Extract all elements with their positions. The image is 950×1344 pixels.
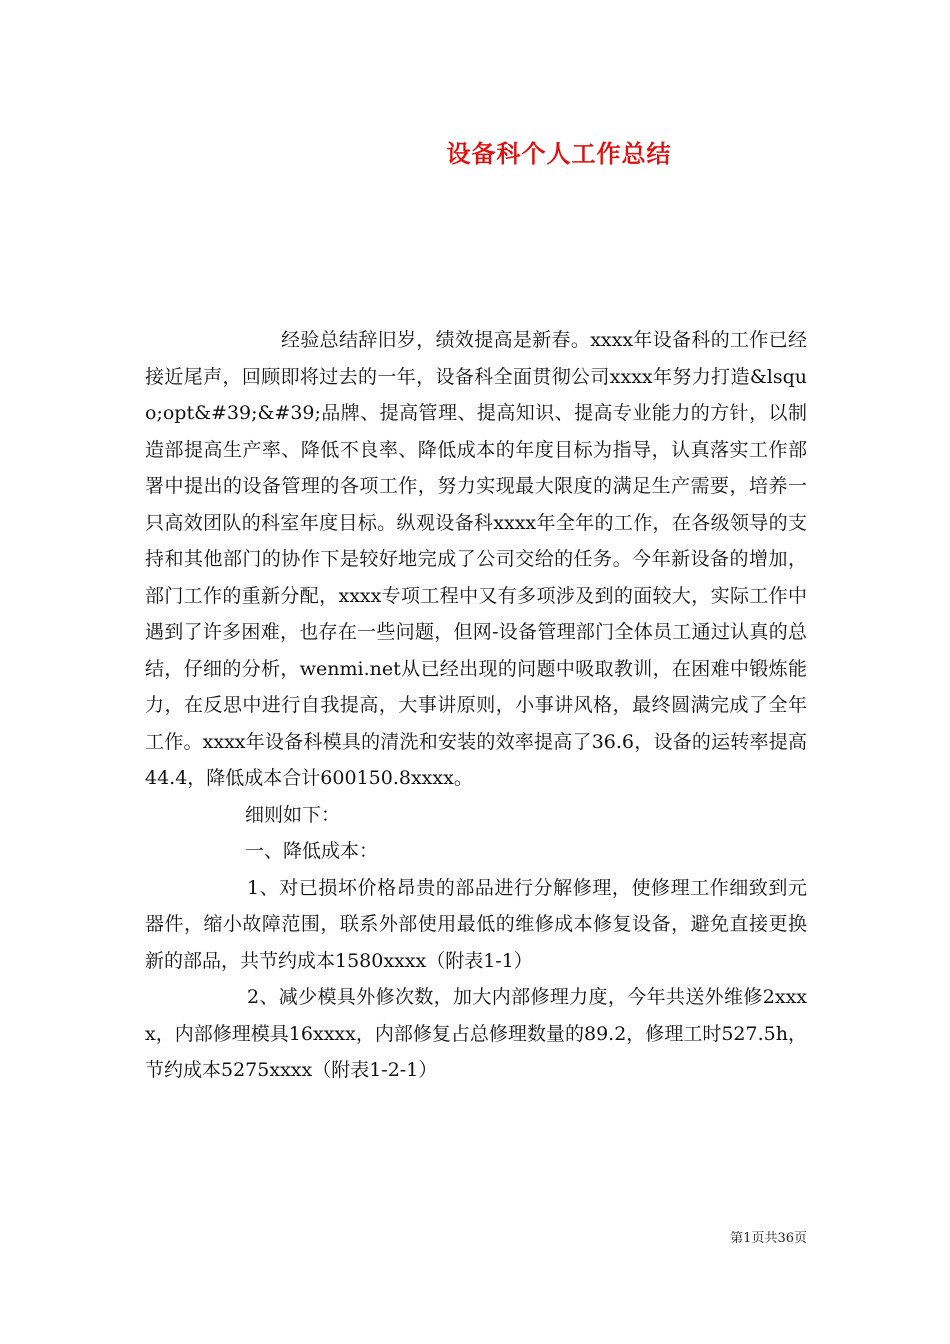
list-item-1: 1、对已损坏价格昂贵的部品进行分解修理，使修理工作细致到元器件，缩小故障范围，联系外部使用最低的维修成本修复设备，避免直接更换新的部品，共节约成本1580xxxx（附表1-1）	[145, 876, 807, 972]
page-number: 第1页共36页	[730, 1231, 807, 1246]
details-heading: 细则如下：	[245, 803, 341, 826]
section-heading-cost-reduction: 一、降低成本：	[245, 840, 379, 862]
list-item-2: 2、减少模具外修次数，加大内部修理力度，今年共送外维修2xxxx，内部修理模具16xxxx，内部修复占总修理数量的89.2，修理工时527.5h，节约成本5275xxxx（附表1-2-1）	[145, 986, 807, 1081]
document-body	[145, 322, 807, 1089]
document-title: 设备科个人工作总结	[446, 139, 672, 168]
intro-paragraph: 经验总结辞旧岁，绩效提高是新春。xxxx年设备科的工作已经接近尾声，回顾即将过去的一年，设备科全面贯彻公司xxxx年努力打造&lsquo;opt&#39;&#39;品牌、提高管理、提高知识、提高专业能力的方针，以制造部提高生产率、降低不良率、降低成本的年度目标为指导，认真落实工作部署中提出的设备管理的各项工作，努力实现最大限度的满足生产需要，培养一只高效团队的科室年度目标。纵观设备科xxxx年全年的工作，在各级领导的支持和其他部门的协作下是较好地完成了公司交给的任务。今年新设备的增加，部门工作的重新分配，xxxx专项工程中又有多项涉及到的面较大，实际工作中遇到了许多困难，也存在一些问题，但网-设备管理部门全体员工通过认真的总结，仔细的分析，wenmi.net从已经出现的问题中吸取教训，在困难中锻炼能力，在反思中进行自我提高，大事讲原则，小事讲风格，最终圆满完成了全年工作。xxxx年设备科模具的清洗和安装的效率提高了36.6，设备的运转率提高44.4，降低成本合计600150.8xxxx。	[145, 329, 807, 789]
